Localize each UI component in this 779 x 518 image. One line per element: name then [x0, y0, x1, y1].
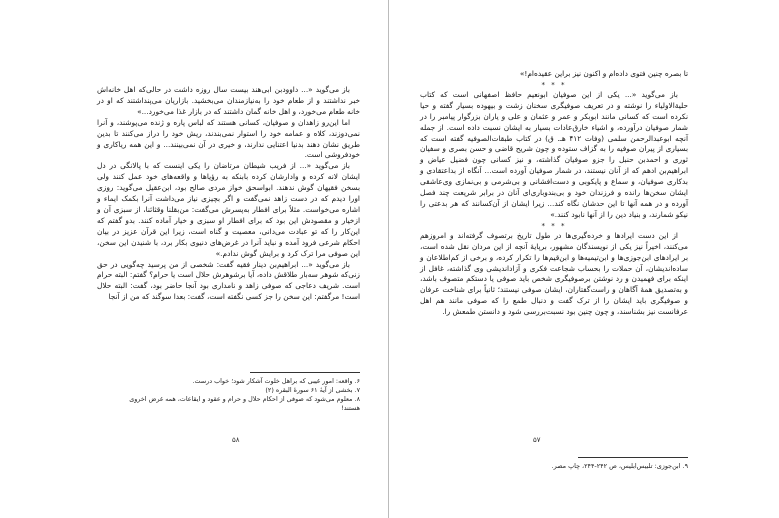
left-page: [0, 0, 389, 518]
right-footnotes: [500, 462, 688, 471]
paragraph: اما این‌رو زاهدان و صوفیان، کسانی هستند که لباس پاره و ژنده می‌پوشند، و آنرا نمی‌دوزند، کلاه و عمامه خود را استوار نمی‌بندند، ریش خود را دراز می‌کنند تا بدین طریق نشان دهند بدنیا اعتنایی ندارند، و خیری در آن نمی‌بینند... و این همه ریاکاری و خودفروشی است.: [97, 117, 360, 160]
footnote-divider: [250, 372, 360, 373]
footnote: ۸. معلوم می‌شود که صوفی از احکام حلال و حرام و عقود و ایقاعات، همه غرض اخروی هستند!: [129, 395, 360, 412]
footnote: ۶. واقعه: امور غیبی که براهل خلوت آشکار شود؛ خواب درست.: [192, 377, 360, 385]
section-separator: * * *: [541, 221, 567, 230]
paragraph: باز می‌گوید «... داوودبن ابی‌هند بیست سال روزه داشت در حالی‌که اهل خانه‌اش خبر نداشتند و از طعام خود را به‌نیازمندان می‌بخشید. بازاریان می‌پنداشتند که او در خانه طعام می‌خورد، و اهل خانه گمان داشتند که در بازار غذا می‌خورد...»: [97, 85, 360, 116]
right-page-body: [420, 69, 688, 318]
footnote: ۷. بخشی از آیهٔ ۶۱ سورهٔ البقره (۲): [265, 386, 360, 394]
paragraph: باز می‌گوید «... یکی از این صوفیان ابونعیم حافظ اصفهانی است که کتاب حلیةالاولیاء را نوشته و در تعریف صوفیگری سخنان زشت و بیهوده بسیار گفته و حیا نکرده است که کسانی مانند ابوبکر و عمر و عثمان و علی و یاران بزرگوار پیامبر را در شمار صوفیان درآورده، و اشیاء خارق‌عادات بسیار به ایشان نسبت داده است. از جمله آنچه ابوعبدالرحمن سلمی (وفات ۴۱۲ هـ. ق) در کتاب طبقات‌الصوفیه گفته است که بسیاری از پیران صوفیه را به گزاف ستوده و چون شریح قاضی و حسن بصری و سفیان ثوری و احمدبن حنبل را جزو صوفیان گذاشته، و نیز کسانی چون فضیل عیاض و ابراهیم‌بن ادهم که از آنان نیستند، در شمار صوفیان آورده است... آنگاه از بداعتقادی و بدکاری صوفیان، و سماع و پایکوبی و دست‌افشانی و بی‌شرمی و بی‌نمازی وی‌عاشقی ایشان سخن‌ها رانده و فرزندان خود و بی‌بندوباری‌ای آنان در برابر شریعت چند فصل آورده و در همه آنها تا این حدشان نگاه کند... زیرا ایشان از آن‌کسانند که هر بدعتی را نیکو شمارند، و بنیاد دین را از آنها نابود کنند.»: [420, 89, 688, 219]
left-footnotes: [118, 377, 360, 413]
paragraph: باز می‌گوید «... از فریب شیطان مرتاضان را یکی اینست که با پالانگی در دل ایشان لانه کرده و وادارشان کرده بابنکه به رؤیاها و واقعه‌های خود عمل کنند ولی بسخن فقیهان گوش ندهند. ابواسحق خواز مردی صالح بود، ابن‌عقیل می‌گوید: روزی اورا دیدم که در دست زاهد نمی‌گفت و اگر بچیزی نیاز می‌داشت آنرا بکمک ایماء و اشاره می‌خواست. مثلاً برای افطار به‌پسرش می‌گفت: من‌بقلنا وقثائنا، از سبزی آن و ازخیار و مقصودش این بود که برای افطار او سبزی و خیار آماده کنند. بدو گفتم که این‌کار را که تو عبادت می‌دانی، معصیت و گناه است، زیرا این قرآن عزیز در بیان احکام شرعی فرود آمده و نباید آنرا در غرض‌های دنیوی بکار برد، با شنیدن این سخن، این صوفی مرا ترک کرد و برایش گوش ندادم.»: [97, 161, 360, 258]
section-separator: * * *: [541, 80, 567, 89]
page-number: ۵۸: [232, 436, 240, 444]
page-number: ۵۷: [533, 436, 541, 444]
left-page-body: [97, 85, 360, 303]
paragraph: باز می‌گوید «... ابراهیم‌بن دینار فقیه گفت: شخصی از من پرسید چه‌گویی در حق زنی‌که شوهر سه‌بار طلاقش داده، آیا برشوهرش حلال است یا حرام؟ گفتم: البته حرام است. شریف دعاجی که صوفی زاهد و نامداری بود آنجا حاضر بود، گفت: البته حلال است! مرگفتم: این سخن را جز کسی نگفته است، گفت: بعدا سوگند که من از آنجا: [97, 259, 360, 302]
footnote: ۹. ابن‌جوزی: تلبیس‌ابلیس، ص ۲۴۲-۲۴۴، چاپ مصر.: [551, 462, 688, 470]
paragraph: تا بصره چنین فتوی داده‌ام و اکنون نیز براین عقیده‌ام!»: [519, 69, 688, 78]
paragraph: از این دست ایرادها و خرده‌گیری‌ها در طول تاریخ برتصوف گرفته‌اند و امروزهم می‌کنند، اخیراً نیز یکی از نویسندگان مشهور، برپایهٔ آنچه از این مردان نقل شده است، بر ایرادهای ابن‌جوزی‌ها و ابن‌تیمیه‌ها و ابن‌قیم‌ها را تکرار کرده، و برخی از کم‌اطلاعان و ساده‌اندیشان، آن حملات را بحساب شجاعت فکری و آزاداندیشی وی گذاشته، غافل از اینکه برای فهمیدن و رد نوشتن برصوفیگری شخص باید صوفی یا دستکم متصوف باشد، و به‌تصدیق همهٔ آگاهان و راست‌گفتاران، ایشان صوفی نیستند؛ ثانیاً برای شناخت عرفان و صوفیگری باید ایشان را از ترک گفت و دنبال طمع را که صوفی مانند هم اهل عرفانست نیز بشناسند، و چون چنین بود نسبت‌بررسی شود و دانستن طمعش را.: [420, 230, 688, 317]
right-page: [390, 0, 779, 518]
footnote-divider: [578, 457, 688, 458]
